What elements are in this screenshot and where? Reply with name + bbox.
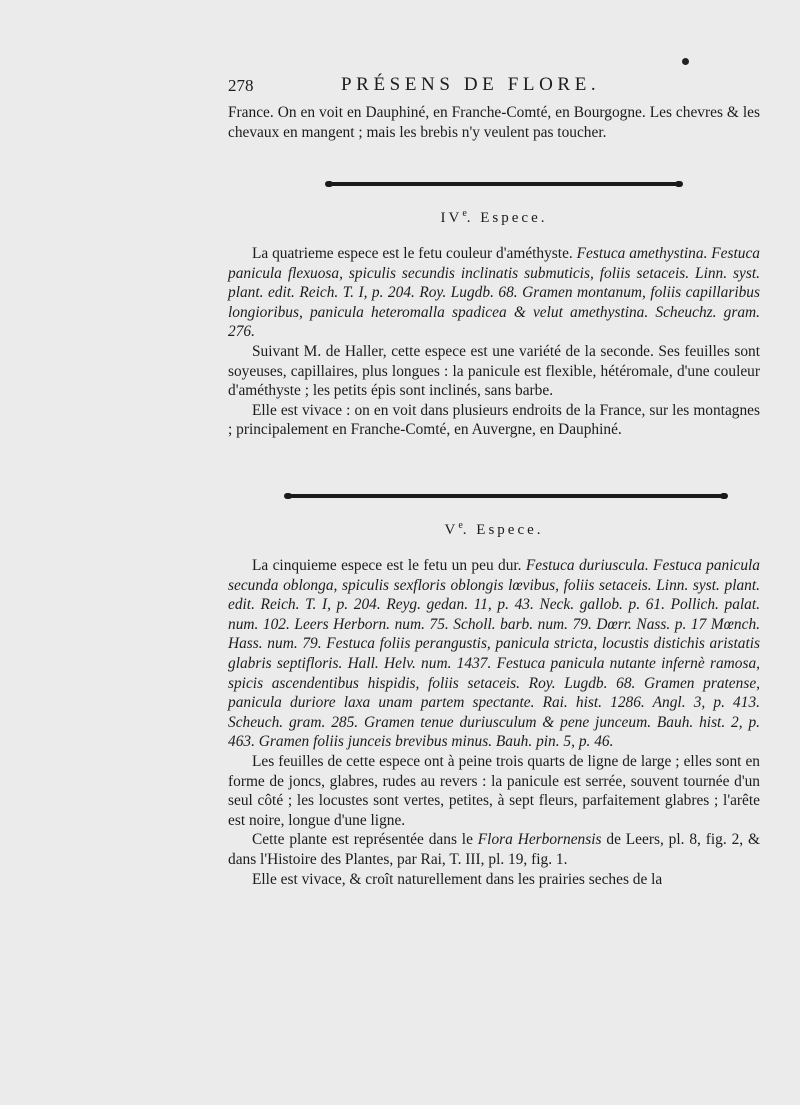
section-v-para-2: Les feuilles de cette espece ont à peine trois quarts de ligne de large ; elles sont en forme de joncs, glabres, rudes au revers : la panicule est serrée, souvent tournée d'un seul côté ; les locustes sont vertes, petites, à sept fleurs, parfaitement glabres ; l'arête est noire, longue d'une ligne. [228,752,760,829]
section-v-work-title: Flora Herbornensis [477,831,602,849]
section-v-intro: La cinquieme espece est le fetu un peu dur. [252,557,522,574]
section-iv-para-3: Elle est vivace : on en voit dans plusieurs endroits de la France, sur les montagnes ; principalement en Franche-Comté, en Auvergne, en Dauphiné. [228,401,760,439]
section-iv-body [228,244,760,440]
ink-spot [682,58,689,65]
intro-text: France. On en voit en Dauphiné, en Franche-Comté, en Bourgogne. Les chevres & les chevaux en mangent ; mais les brebis n'y veulent pas toucher. [228,104,760,141]
section-iv-para-2: Suivant M. de Haller, cette espece est une variété de la seconde. Ses feuilles sont soyeuses, capillaires, plus longues : la panicule est flexible, hétéromale, d'une couleur d'améthyste ; les petits épis sont inclinés, sans barbe. [228,342,760,400]
section-v-body [228,556,760,889]
section-numeral: V [444,522,459,538]
section-divider-middle [287,494,725,498]
section-iv-para-1 [228,244,760,342]
running-title: PRÉSENS DE FLORE. [341,74,601,95]
section-iv-intro: La quatrieme espece est le fetu couleur d'améthyste. [252,245,573,262]
section-v-para-3 [228,830,760,869]
section-divider-top [328,182,680,186]
section-numeral: IV [440,210,463,226]
section-numeral-sup: e [458,520,463,531]
section-v-para-3-end: de Leers, pl. 8, fig. 2, & dans l'Histoire des Plantes, par Rai, T. III, pl. 19, fig. 1. [228,831,760,868]
section-word: . Espece. [462,522,544,538]
section-heading-v [228,520,760,539]
section-heading-iv [228,208,760,227]
section-v-para-4: Elle est vivace, & croît naturellement dans les prairies seches de la [252,870,663,888]
section-v-synonyms: Festuca duriuscula. Festuca panicula secunda oblonga, spiculis sexfloris oblongis lœvibus, foliis setaceis. Linn. syst. plant. edit. Reich. T. I, p. 204. Reyg. gedan. 11, p. 43. Neck. gallob. p. 61. Pollich. palat. num. 102. Leers Herborn. num. 75. Scholl. barb. num. 79. Dœrr. Nass. p. 17 Mœnch. Hass. num. 79. Festuca foliis perangustis, panicula stricta, locustis distichis aristatis glabris septifloris. Hall. Helv. num. 1437. Festuca panicula nutante infernè ramosa, spicis ascendentibus hispidis, foliis setaceis. Roy. Lugdb. 68. Gramen pratense, panicula duriore laxa unam partem spectante. Rai. hist. 1286. Angl. 3, p. 413. Scheuch. gram. 285. Gramen tenue duriusculum & pene junceum. Bauh. hist. 2, p. 463. Gramen foliis junceis brevibus minus. Bauh. pin. 5, p. 46. [228,557,760,751]
intro-paragraph [228,103,760,142]
section-numeral-sup: e [462,208,467,219]
section-v-para-1 [228,556,760,752]
section-v-para-3-start: Cette plante est représentée dans le [252,831,473,849]
section-iv-synonyms: Festuca amethystina. Festuca panicula flexuosa, spiculis secundis inclinatis submuticis, foliis setaceis. Linn. syst. plant. edit. Reich. T. I, p. 204. Roy. Lugdb. 68. Gramen montanum, foliis capillaribus longioribus, panicula heteromalla spadicea & velut amethystina. Scheuchz. gram. 276. [228,245,760,341]
page-header [228,74,758,100]
section-word: . Espece. [466,210,548,226]
page-number: 278 [228,76,254,95]
